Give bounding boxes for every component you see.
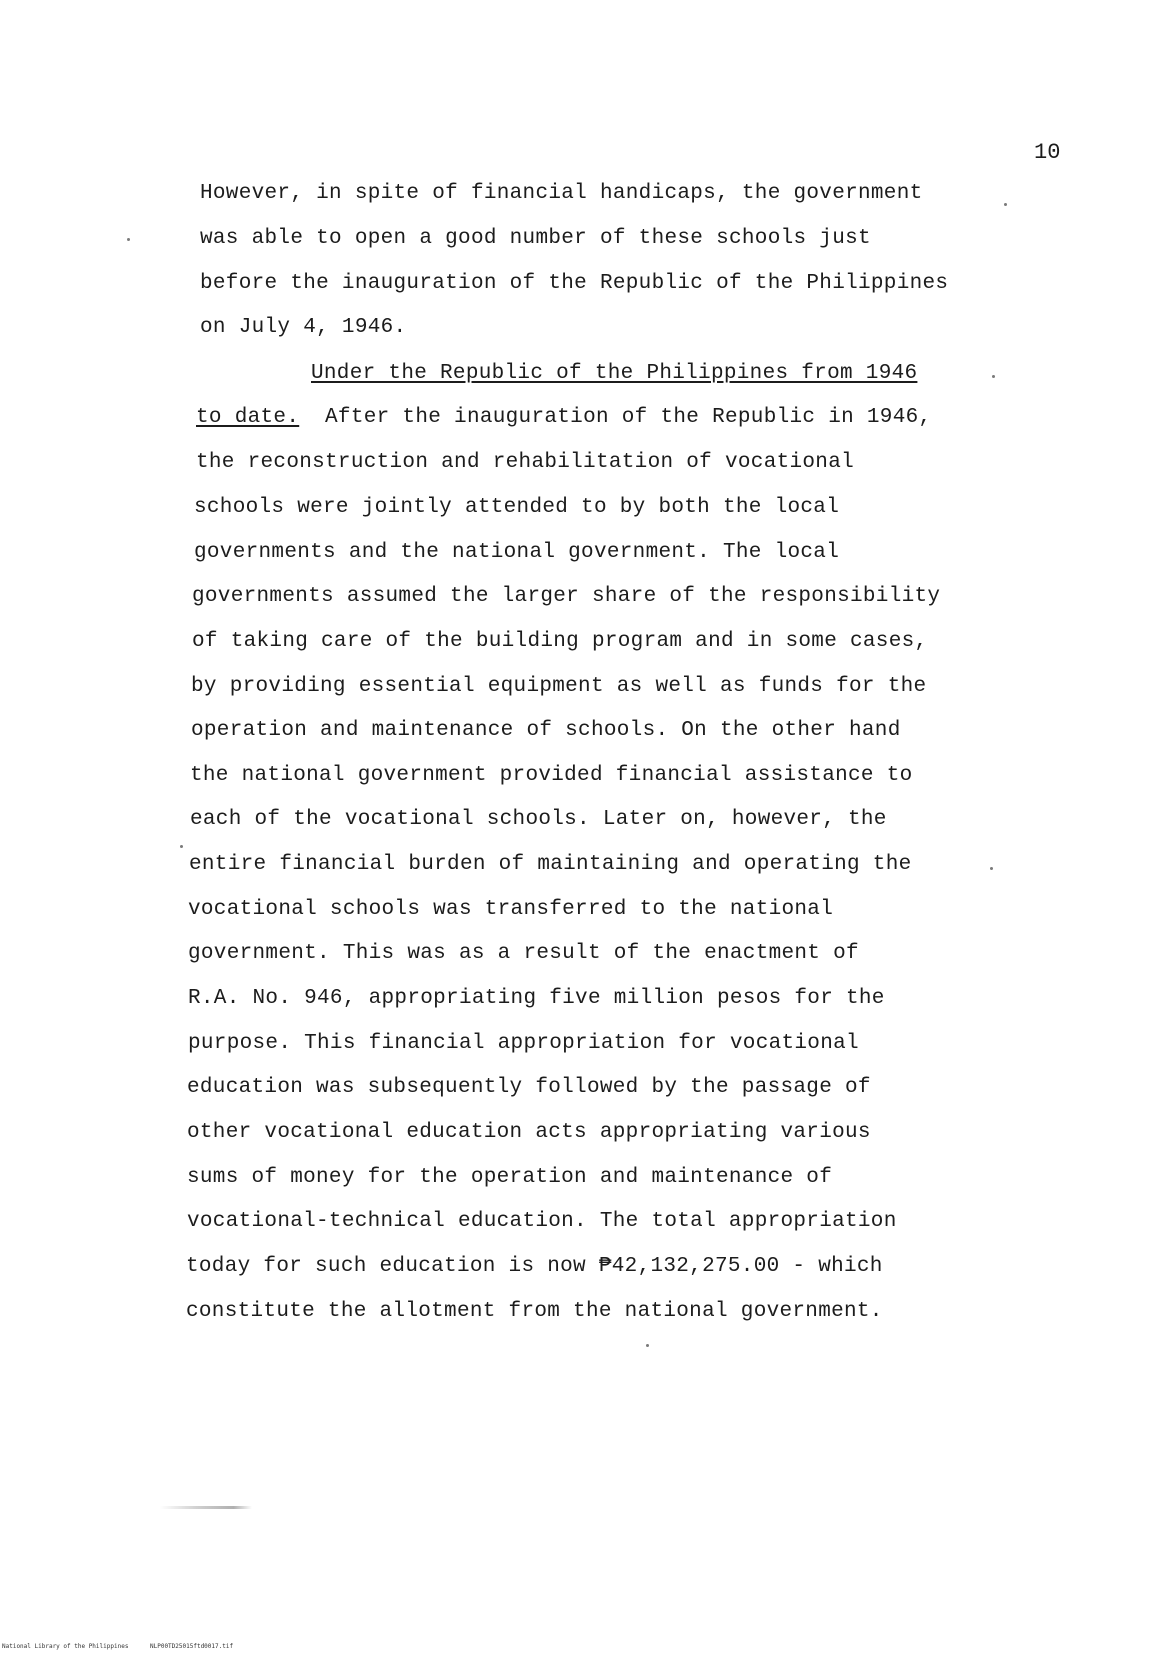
text-line: each of the vocational schools. Later on, however, the [190,808,887,831]
text-line: of taking care of the building program and in some cases, [192,630,928,653]
scan-speck [990,867,993,870]
footer-file-id: NLP00TD25015ftd0017.tif [150,1643,234,1650]
text-line: the reconstruction and rehabilitation of vocational [196,451,855,474]
text-line: constitute the allotment from the national government. [186,1300,883,1323]
text-line: government. This was as a result of the enactment of [188,942,859,965]
text-line: education was subsequently followed by the passage of [187,1076,871,1099]
page-number: 10 [1034,140,1061,165]
text-line: governments assumed the larger share of the responsibility [192,585,941,608]
text-line: schools were jointly attended to by both the local [194,496,840,519]
scan-speck [992,375,995,378]
section-heading: Under the Republic of the Philippines from 1946 [311,362,918,385]
scan-speck [646,1344,649,1347]
text-line-rest: After the inauguration of the Republic in 1946, [299,406,932,429]
scan-speck [180,845,183,848]
text-line: the national government provided financial assistance to [190,764,913,787]
text-line: vocational-technical education. The total appropriation [187,1210,897,1233]
scan-speck [1004,203,1007,206]
text-line: governments and the national government. The local [194,541,840,564]
text-line: before the inauguration of the Republic of the Philippines [200,272,949,295]
text-line: vocational schools was transferred to the national [188,898,834,921]
text-line: R.A. No. 946, appropriating five million pesos for the [188,987,885,1010]
text-line: purpose. This financial appropriation for vocational [188,1032,859,1055]
heading-continued-line [196,404,931,432]
text-line: entire financial burden of maintaining and operating the [189,853,912,876]
scan-speck [127,238,130,241]
section-heading-continued: to date. [196,406,300,429]
text-line: sums of money for the operation and maintenance of [187,1166,833,1189]
footer-library: National Library of the Philippines [2,1643,129,1650]
text-line: by providing essential equipment as well as funds for the [191,675,927,698]
text-line: today for such education is now ₱42,132,275.00 - which [186,1255,883,1278]
text-line: on July 4, 1946. [200,316,407,339]
text-line: other vocational education acts appropriating various [187,1121,871,1144]
text-line: However, in spite of financial handicaps, the government [200,182,923,205]
text-line: operation and maintenance of schools. On the other hand [191,719,901,742]
text-line: was able to open a good number of these schools just [200,227,871,250]
scan-mark [160,1506,252,1509]
